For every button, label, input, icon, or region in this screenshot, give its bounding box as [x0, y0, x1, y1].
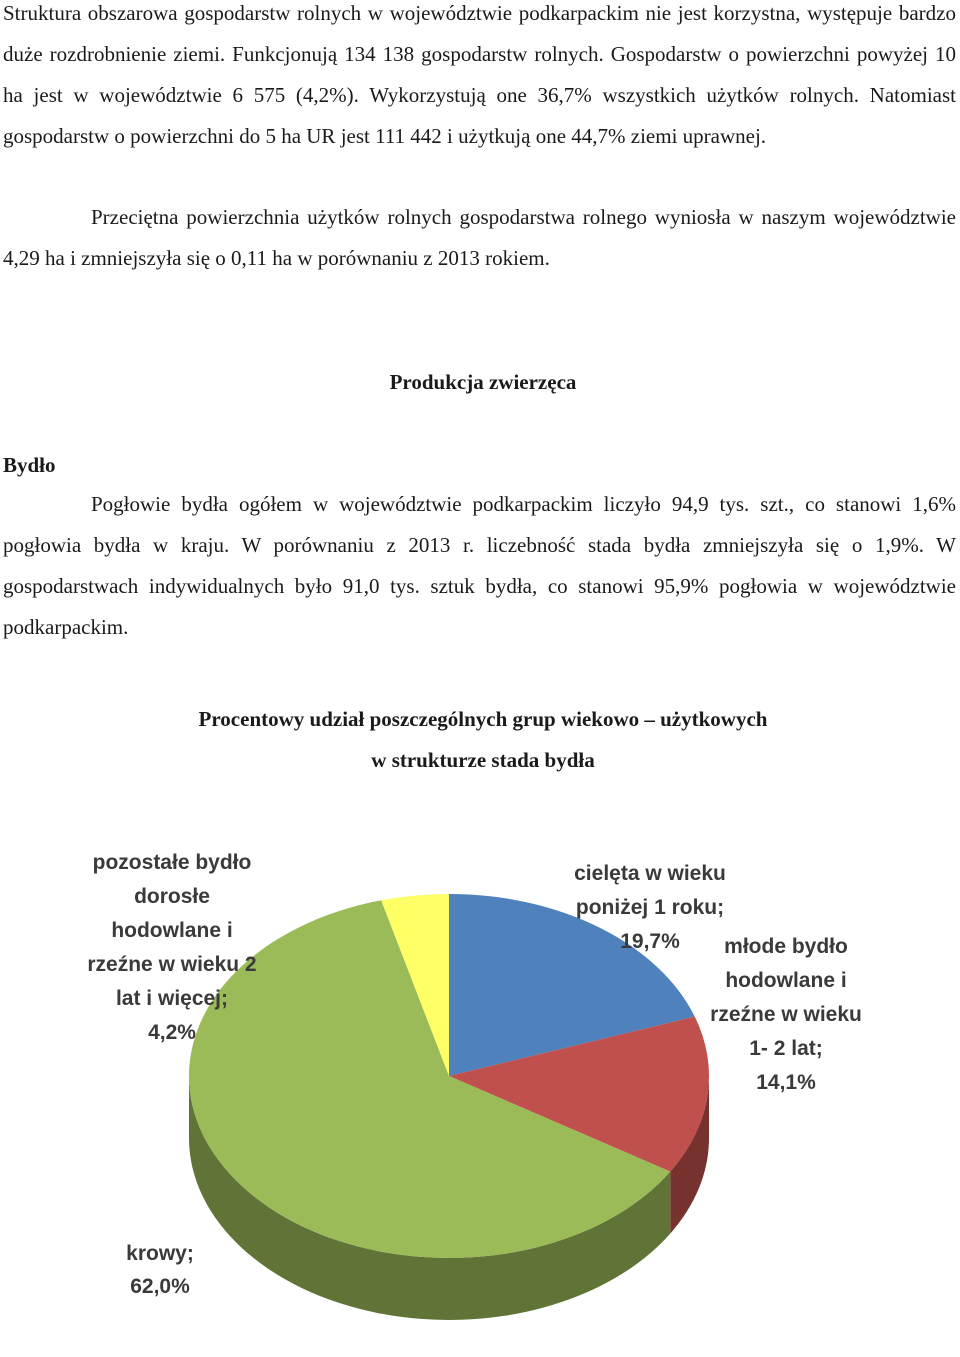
pie-label-3-line-4: lat i więcej;	[115, 987, 229, 1010]
chart-title-line-1: Procentowy udział poszczególnych grup wiekowo – użytkowych	[198, 707, 768, 731]
pie-label-1-line-0: młode bydło	[724, 935, 848, 958]
pie-chart-svg	[0, 820, 960, 1357]
pie-chart	[0, 820, 960, 1357]
pie-label-3-line-2: hodowlane i	[111, 919, 233, 942]
paragraph-cattle: Pogłowie bydła ogółem w województwie podkarpackim liczyło 94,9 tys. szt., co stanowi 1,6% pogłowia bydła w kraju. W porównaniu z 2013 r. liczebność stada bydła zmniejszyła się o 1,9%. W gospodarstwach indywidualnych było 91,0 tys. sztuk bydła, co stanowi 95,9% pogłowia w województwie podkarpackim.	[3, 492, 956, 639]
pie-label-3-line-0: pozostałe bydło	[92, 851, 252, 874]
pie-label-3-line-1: dorosłe	[134, 885, 210, 908]
pie-label-1-line-2: rzeźne w wieku	[710, 1003, 862, 1026]
pie-label-2-line-0: krowy;	[126, 1242, 194, 1265]
pie-label-0-line-2: 19,7%	[620, 930, 680, 953]
pie-label-1-line-3: 1- 2 lat;	[749, 1037, 823, 1060]
pie-label-0-line-0: cielęta w wieku	[574, 862, 726, 885]
pie-label-2-line-1: 62,0%	[130, 1275, 190, 1298]
pie-label-1	[710, 935, 862, 1094]
pie-label-2	[126, 1242, 194, 1298]
paragraph-farm-structure: Struktura obszarowa gospodarstw rolnych w województwie podkarpackim nie jest korzystna, występuje bardzo duże rozdrobnienie ziemi. Funkcjonują 134 138 gospodarstw rolnych. Gospodarstw o powierzchni powyżej 10 ha jest w województwie 6 575 (4,2%). Wykorzystują one 36,7% wszystkich użytków rolnych. Natomiast gospodarstw o powierzchni do 5 ha UR jest 111 442 i użytkują one 44,7% ziemi uprawnej.	[3, 1, 956, 148]
pie-label-1-line-4: 14,1%	[756, 1071, 816, 1094]
pie-label-0-line-1: poniżej 1 roku;	[575, 896, 725, 919]
pie-label-1-line-1: hodowlane i	[725, 969, 847, 992]
chart-title-line-2: w strukturze stada bydła	[371, 748, 595, 772]
pie-label-3-line-3: rzeźne w wieku 2	[87, 953, 257, 976]
paragraph-average-area: Przeciętna powierzchnia użytków rolnych gospodarstwa rolnego wyniosła w naszym województwie 4,29 ha i zmniejszyła się o 0,11 ha w porównaniu z 2013 rokiem.	[3, 205, 956, 270]
section-heading: Produkcja zwierzęca	[389, 370, 577, 394]
pie-label-3-line-5: 4,2%	[148, 1021, 196, 1044]
chart-title	[0, 699, 960, 781]
subsection-heading: Bydło	[3, 453, 56, 477]
